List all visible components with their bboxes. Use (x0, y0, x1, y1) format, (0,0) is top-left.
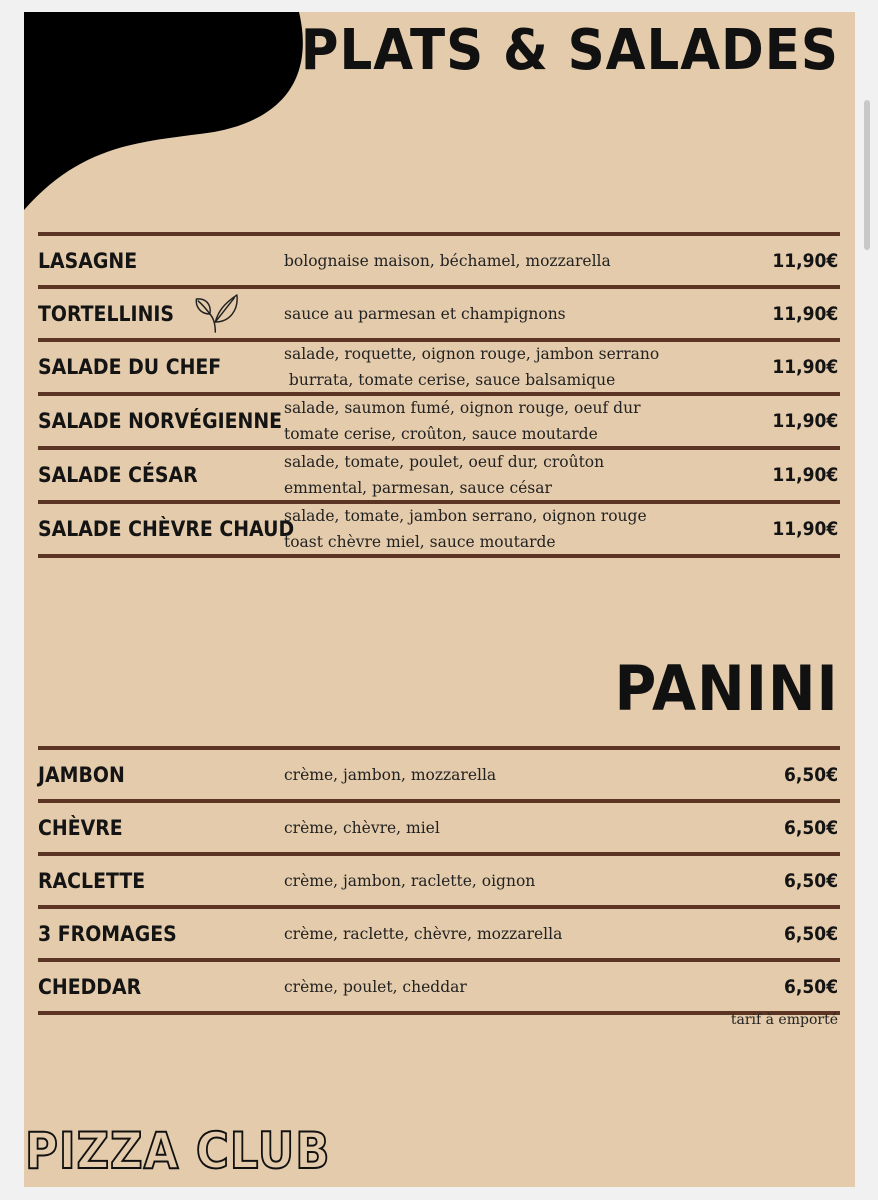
item-price: 6,50€ (783, 922, 838, 945)
item-name (38, 909, 177, 958)
item-description-line: salade, tomate, jambon serrano, oignon rouge (284, 507, 647, 525)
item-description-line: salade, roquette, oignon rouge, jambon serrano (284, 345, 660, 363)
item-description-line: salade, saumon fumé, oignon rouge, oeuf dur (284, 399, 641, 417)
item-name-text: RACLETTE (38, 868, 146, 893)
item-price: 11,90€ (772, 356, 838, 378)
item-name-text: SALADE CÉSAR (38, 463, 198, 487)
item-price: 6,50€ (783, 975, 838, 998)
menu-item (38, 289, 840, 338)
menu-item (38, 504, 840, 554)
item-price: 11,90€ (772, 464, 838, 486)
section-title-plats: PLATS & SALADES (300, 18, 839, 83)
menu-item (38, 803, 840, 852)
item-name-text: CHÈVRE (38, 815, 123, 840)
item-description-line: bolognaise maison, béchamel, mozzarella (284, 251, 611, 270)
item-name-text: SALADE DU CHEF (38, 355, 222, 379)
menu-item (38, 450, 840, 500)
plats-list (38, 232, 840, 558)
item-description (284, 289, 566, 338)
item-name (38, 856, 145, 905)
item-description-line: salade, tomate, poulet, oeuf dur, croûton (284, 453, 605, 471)
menu-item (38, 909, 840, 958)
item-description (284, 396, 640, 446)
menu-item (38, 750, 840, 799)
panini-list (38, 746, 840, 1015)
scrollbar[interactable] (864, 100, 870, 250)
item-description (284, 236, 611, 285)
item-description-line: emmental, parmesan, sauce césar (284, 479, 552, 497)
item-name-text: SALADE CHÈVRE CHAUD (38, 517, 295, 541)
separator-line (38, 1011, 840, 1015)
item-name-text: CHEDDAR (38, 974, 142, 999)
item-name (38, 450, 198, 500)
item-name (38, 750, 125, 799)
item-price: 11,90€ (772, 302, 838, 325)
item-name (38, 236, 137, 285)
item-name-text: JAMBON (38, 762, 125, 787)
item-price: 11,90€ (772, 249, 838, 272)
item-price: 11,90€ (772, 410, 838, 432)
item-name (38, 504, 294, 554)
item-description-line: crème, jambon, raclette, oignon (284, 871, 536, 890)
item-description-line: crème, poulet, cheddar (284, 977, 467, 996)
menu-item (38, 962, 840, 1011)
item-description-line: tomate cerise, croûton, sauce moutarde (284, 425, 598, 443)
item-name (38, 289, 241, 338)
item-description (284, 962, 467, 1011)
item-price: 6,50€ (783, 816, 838, 839)
item-price: 11,90€ (772, 518, 838, 540)
item-description-line: burrata, tomate cerise, sauce balsamique (284, 371, 616, 389)
item-name-text: SALADE NORVÉGIENNE (38, 409, 283, 433)
menu-item (38, 342, 840, 392)
leaf-icon (194, 292, 241, 336)
item-name (38, 396, 282, 446)
item-description-line: crème, jambon, mozzarella (284, 765, 497, 784)
item-price: 6,50€ (783, 869, 838, 892)
menu-page (24, 12, 855, 1187)
item-description (284, 750, 496, 799)
item-name-text: TORTELLINIS (38, 301, 175, 326)
item-description (284, 504, 647, 554)
item-description (284, 342, 659, 392)
item-description (284, 450, 604, 500)
brand-logo: PIZZA CLUB (25, 1122, 331, 1180)
corner-decoration (24, 12, 304, 212)
item-name-text: LASAGNE (38, 248, 138, 273)
section-title-panini: PANINI (614, 652, 839, 725)
item-name-text: 3 FROMAGES (38, 921, 177, 946)
item-description (284, 803, 440, 852)
item-description-line: crème, raclette, chèvre, mozzarella (284, 924, 563, 943)
item-price: 6,50€ (783, 763, 838, 786)
item-description (284, 856, 535, 905)
item-description-line: toast chèvre miel, sauce moutarde (284, 533, 556, 551)
item-name (38, 803, 123, 852)
tarif-note: tarif à emporté (730, 1012, 838, 1028)
menu-item (38, 396, 840, 446)
item-name (38, 342, 221, 392)
item-name (38, 962, 141, 1011)
item-description (284, 909, 562, 958)
item-description-line: crème, chèvre, miel (284, 818, 440, 837)
item-description-line: sauce au parmesan et champignons (284, 304, 566, 323)
menu-item (38, 856, 840, 905)
menu-item (38, 236, 840, 285)
